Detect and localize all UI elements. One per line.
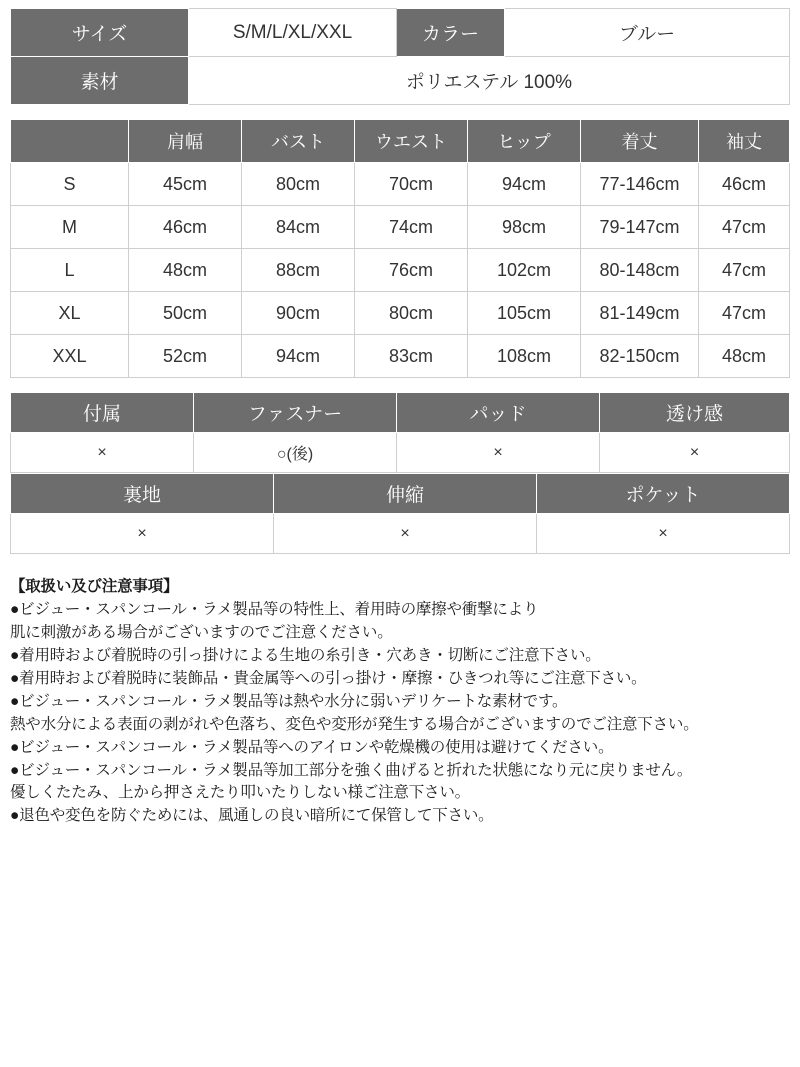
cell-xxl-waist: 83cm bbox=[355, 335, 468, 378]
cell-s-hip: 94cm bbox=[468, 163, 581, 206]
attr-value-zipper: ○(後) bbox=[194, 433, 397, 473]
attr-header-accessory: 付属 bbox=[11, 393, 194, 433]
attr-header-sheerness: 透け感 bbox=[600, 393, 790, 433]
table-row bbox=[11, 292, 790, 335]
cell-m-bust: 84cm bbox=[242, 206, 355, 249]
table-row bbox=[11, 206, 790, 249]
care-note-line-9: 優しくたたみ、上から押さえたり叩いたりしない様ご注意下さい。 bbox=[10, 784, 470, 802]
size-table-wrapper bbox=[10, 119, 790, 378]
table-row bbox=[11, 335, 790, 378]
cell-xxl-bust: 94cm bbox=[242, 335, 355, 378]
care-note-line-2: 肌に刺激がある場合がございますのでご注意ください。 bbox=[10, 623, 393, 641]
size-table-corner bbox=[11, 120, 129, 163]
cell-m-hip: 98cm bbox=[468, 206, 581, 249]
table-row bbox=[11, 433, 790, 473]
care-notes-title: 【取扱い及び注意事項】 bbox=[10, 578, 179, 595]
spec-value-size: S/M/L/XL/XXL bbox=[189, 9, 397, 57]
attr-value-sheerness: × bbox=[600, 433, 790, 473]
size-table-header-hip: ヒップ bbox=[468, 120, 581, 163]
cell-l-length: 80-148cm bbox=[581, 249, 699, 292]
size-table-header-shoulder: 肩幅 bbox=[129, 120, 242, 163]
attr-header-zipper: ファスナー bbox=[194, 393, 397, 433]
attr-value-stretch: × bbox=[274, 514, 537, 554]
care-note-line-8: ●ビジュー・スパンコール・ラメ製品等加工部分を強く曲げると折れた状態になり元に戻りません。 bbox=[10, 761, 693, 779]
attr-value-pad: × bbox=[397, 433, 600, 473]
table-row bbox=[11, 163, 790, 206]
cell-l-shoulder: 48cm bbox=[129, 249, 242, 292]
cell-s-waist: 70cm bbox=[355, 163, 468, 206]
care-note-line-7: ●ビジュー・スパンコール・ラメ製品等へのアイロンや乾燥機の使用は避けてください。 bbox=[10, 738, 614, 756]
attr-value-accessory: × bbox=[11, 433, 194, 473]
cell-m-sleeve: 47cm bbox=[699, 206, 790, 249]
cell-xl-waist: 80cm bbox=[355, 292, 468, 335]
size-label-s: S bbox=[11, 163, 129, 206]
attr-header-stretch: 伸縮 bbox=[274, 474, 537, 514]
care-notes bbox=[10, 576, 790, 828]
size-label-l: L bbox=[11, 249, 129, 292]
cell-xl-bust: 90cm bbox=[242, 292, 355, 335]
attributes-table-1 bbox=[10, 392, 790, 473]
size-table-header-bust: バスト bbox=[242, 120, 355, 163]
cell-xxl-sleeve: 48cm bbox=[699, 335, 790, 378]
table-row bbox=[11, 57, 790, 105]
cell-m-waist: 74cm bbox=[355, 206, 468, 249]
cell-xxl-length: 82-150cm bbox=[581, 335, 699, 378]
size-label-xl: XL bbox=[11, 292, 129, 335]
cell-s-bust: 80cm bbox=[242, 163, 355, 206]
cell-xl-hip: 105cm bbox=[468, 292, 581, 335]
cell-l-bust: 88cm bbox=[242, 249, 355, 292]
size-table bbox=[10, 119, 790, 378]
cell-xl-sleeve: 47cm bbox=[699, 292, 790, 335]
table-row bbox=[11, 249, 790, 292]
care-note-line-5: ●ビジュー・スパンコール・ラメ製品等は熱や水分に弱いデリケートな素材です。 bbox=[10, 692, 568, 710]
spec-label-size: サイズ bbox=[11, 9, 189, 57]
attr-value-pocket: × bbox=[537, 514, 790, 554]
cell-s-sleeve: 46cm bbox=[699, 163, 790, 206]
care-note-line-6: 熱や水分による表面の剥がれや色落ち、変色や変形が発生する場合がございますのでご注意下さい。 bbox=[10, 715, 699, 733]
cell-s-length: 77-146cm bbox=[581, 163, 699, 206]
attr-header-lining: 裏地 bbox=[11, 474, 274, 514]
cell-xxl-shoulder: 52cm bbox=[129, 335, 242, 378]
spec-value-color: ブルー bbox=[505, 9, 790, 57]
size-label-m: M bbox=[11, 206, 129, 249]
care-note-line-4: ●着用時および着脱時に装飾品・貴金属等への引っ掛け・摩擦・ひきつれ等にご注意下さい。 bbox=[10, 669, 647, 687]
cell-xl-length: 81-149cm bbox=[581, 292, 699, 335]
spec-label-material: 素材 bbox=[11, 57, 189, 105]
table-row bbox=[11, 393, 790, 433]
spec-value-material: ポリエステル 100% bbox=[189, 57, 790, 105]
table-row bbox=[11, 514, 790, 554]
size-table-header-sleeve: 袖丈 bbox=[699, 120, 790, 163]
table-row bbox=[11, 474, 790, 514]
size-table-header-length: 着丈 bbox=[581, 120, 699, 163]
attributes-wrapper bbox=[10, 392, 790, 554]
cell-xl-shoulder: 50cm bbox=[129, 292, 242, 335]
cell-m-shoulder: 46cm bbox=[129, 206, 242, 249]
cell-l-waist: 76cm bbox=[355, 249, 468, 292]
spec-table bbox=[10, 8, 790, 105]
size-table-header-waist: ウエスト bbox=[355, 120, 468, 163]
size-label-xxl: XXL bbox=[11, 335, 129, 378]
cell-l-hip: 102cm bbox=[468, 249, 581, 292]
cell-l-sleeve: 47cm bbox=[699, 249, 790, 292]
attributes-table-2 bbox=[10, 473, 790, 554]
spec-label-color: カラー bbox=[397, 9, 505, 57]
attr-header-pocket: ポケット bbox=[537, 474, 790, 514]
cell-m-length: 79-147cm bbox=[581, 206, 699, 249]
care-note-line-10: ●退色や変色を防ぐためには、風通しの良い暗所にて保管して下さい。 bbox=[10, 807, 494, 825]
attr-value-lining: × bbox=[11, 514, 274, 554]
attr-header-pad: パッド bbox=[397, 393, 600, 433]
care-note-line-3: ●着用時および着脱時の引っ掛けによる生地の糸引き・穴あき・切断にご注意下さい。 bbox=[10, 646, 601, 664]
table-row bbox=[11, 9, 790, 57]
cell-xxl-hip: 108cm bbox=[468, 335, 581, 378]
cell-s-shoulder: 45cm bbox=[129, 163, 242, 206]
care-note-line-1: ●ビジュー・スパンコール・ラメ製品等の特性上、着用時の摩擦や衝撃により bbox=[10, 600, 539, 618]
size-table-header-row bbox=[11, 120, 790, 163]
